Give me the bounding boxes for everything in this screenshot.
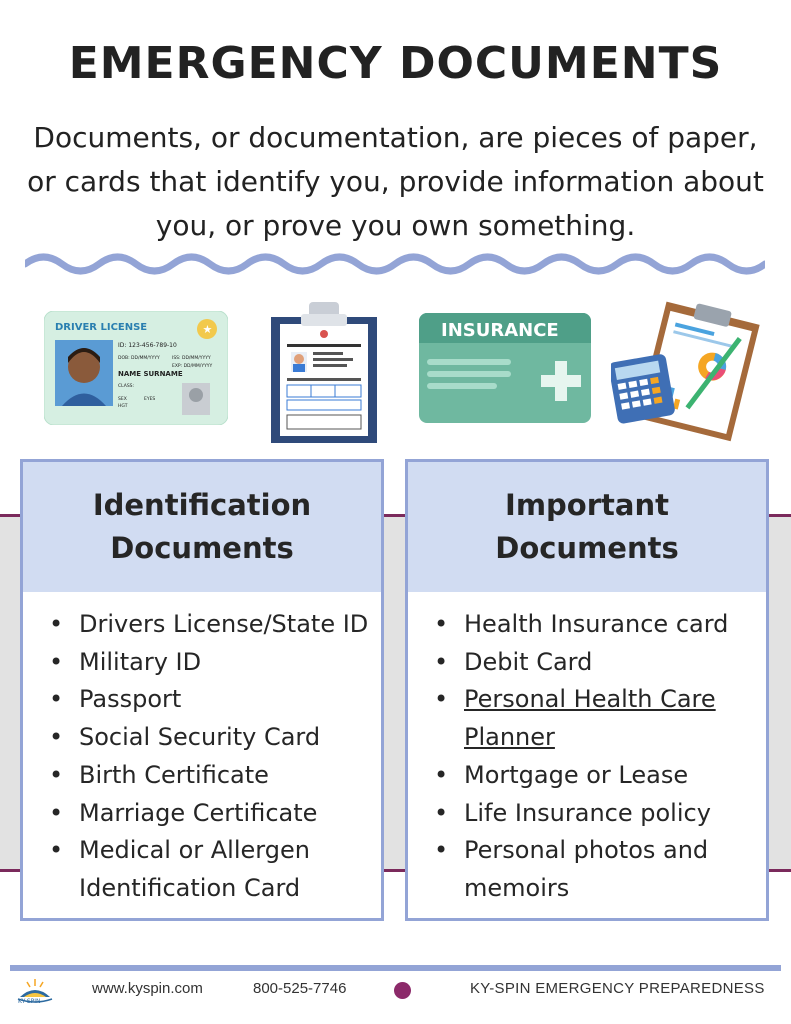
intro-paragraph: Documents, or documentation, are pieces of paper, or cards that identify you, provide information about you, or prove you own something. xyxy=(27,121,764,242)
license-id: ID: 123-456-789-10 xyxy=(118,342,177,349)
list-item: • Military ID xyxy=(75,644,381,682)
license-dob: DOB: DD/MM/YYYY xyxy=(118,356,160,361)
important-list xyxy=(408,592,766,908)
list-item xyxy=(460,681,766,756)
license-iss: ISS: DD/MM/YYYY xyxy=(172,356,211,361)
license-sex: SEX xyxy=(118,397,127,402)
identification-heading-line2: Documents xyxy=(110,531,294,565)
list-item: • Personal photos and memoirs xyxy=(460,832,766,907)
important-heading xyxy=(408,462,766,592)
list-item: • Social Security Card xyxy=(75,719,381,757)
svg-text:★: ★ xyxy=(202,323,213,336)
list-item: • Mortgage or Lease xyxy=(460,757,766,795)
license-label: DRIVER LICENSE xyxy=(55,322,148,333)
website-link[interactable]: www.kyspin.com xyxy=(92,980,203,997)
footer-dot xyxy=(394,982,411,999)
list-item: • Birth Certificate xyxy=(75,757,381,795)
important-documents-box xyxy=(405,459,769,921)
health-care-planner-link[interactable]: Personal Health Care Planner xyxy=(464,685,716,752)
list-item: • Marriage Certificate xyxy=(75,795,381,833)
phone-number: 800-525-7746 xyxy=(253,980,347,997)
license-class: CLASS: xyxy=(118,384,135,389)
identification-heading xyxy=(23,462,381,592)
footer xyxy=(0,980,791,1004)
insurance-label: INSURANCE xyxy=(441,320,559,341)
medical-clipboard-icon xyxy=(271,300,377,444)
identification-documents-box xyxy=(20,459,384,921)
list-item: • Debit Card xyxy=(460,644,766,682)
insurance-card-icon xyxy=(419,313,591,423)
license-hgt: HGT xyxy=(118,404,128,409)
identification-list xyxy=(23,592,381,908)
important-heading-line1: Important xyxy=(505,488,669,522)
calculator-report-icon xyxy=(611,300,761,446)
list-item: • Medical or Allergen Identification Card xyxy=(75,832,381,907)
license-name: NAME SURNAME xyxy=(118,370,183,378)
important-heading-line2: Documents xyxy=(495,531,679,565)
footer-divider xyxy=(10,965,781,971)
wave-divider xyxy=(25,250,765,278)
license-eyes: EYES xyxy=(144,397,156,402)
page-title: EMERGENCY DOCUMENTS xyxy=(68,38,723,89)
document-illustrations xyxy=(0,300,791,450)
logo-text: KY-SPIN xyxy=(18,998,41,1005)
list-item: • Drivers License/State ID xyxy=(75,606,381,644)
identification-heading-line1: Identification xyxy=(92,488,312,522)
driver-license-icon xyxy=(44,311,228,425)
organization-name: KY-SPIN EMERGENCY PREPAREDNESS xyxy=(470,980,765,997)
license-exp: EXP: DD/MM/YYYY xyxy=(172,364,213,369)
list-item: • Health Insurance card xyxy=(460,606,766,644)
list-item: • Passport xyxy=(75,681,381,719)
list-item: • Life Insurance policy xyxy=(460,795,766,833)
